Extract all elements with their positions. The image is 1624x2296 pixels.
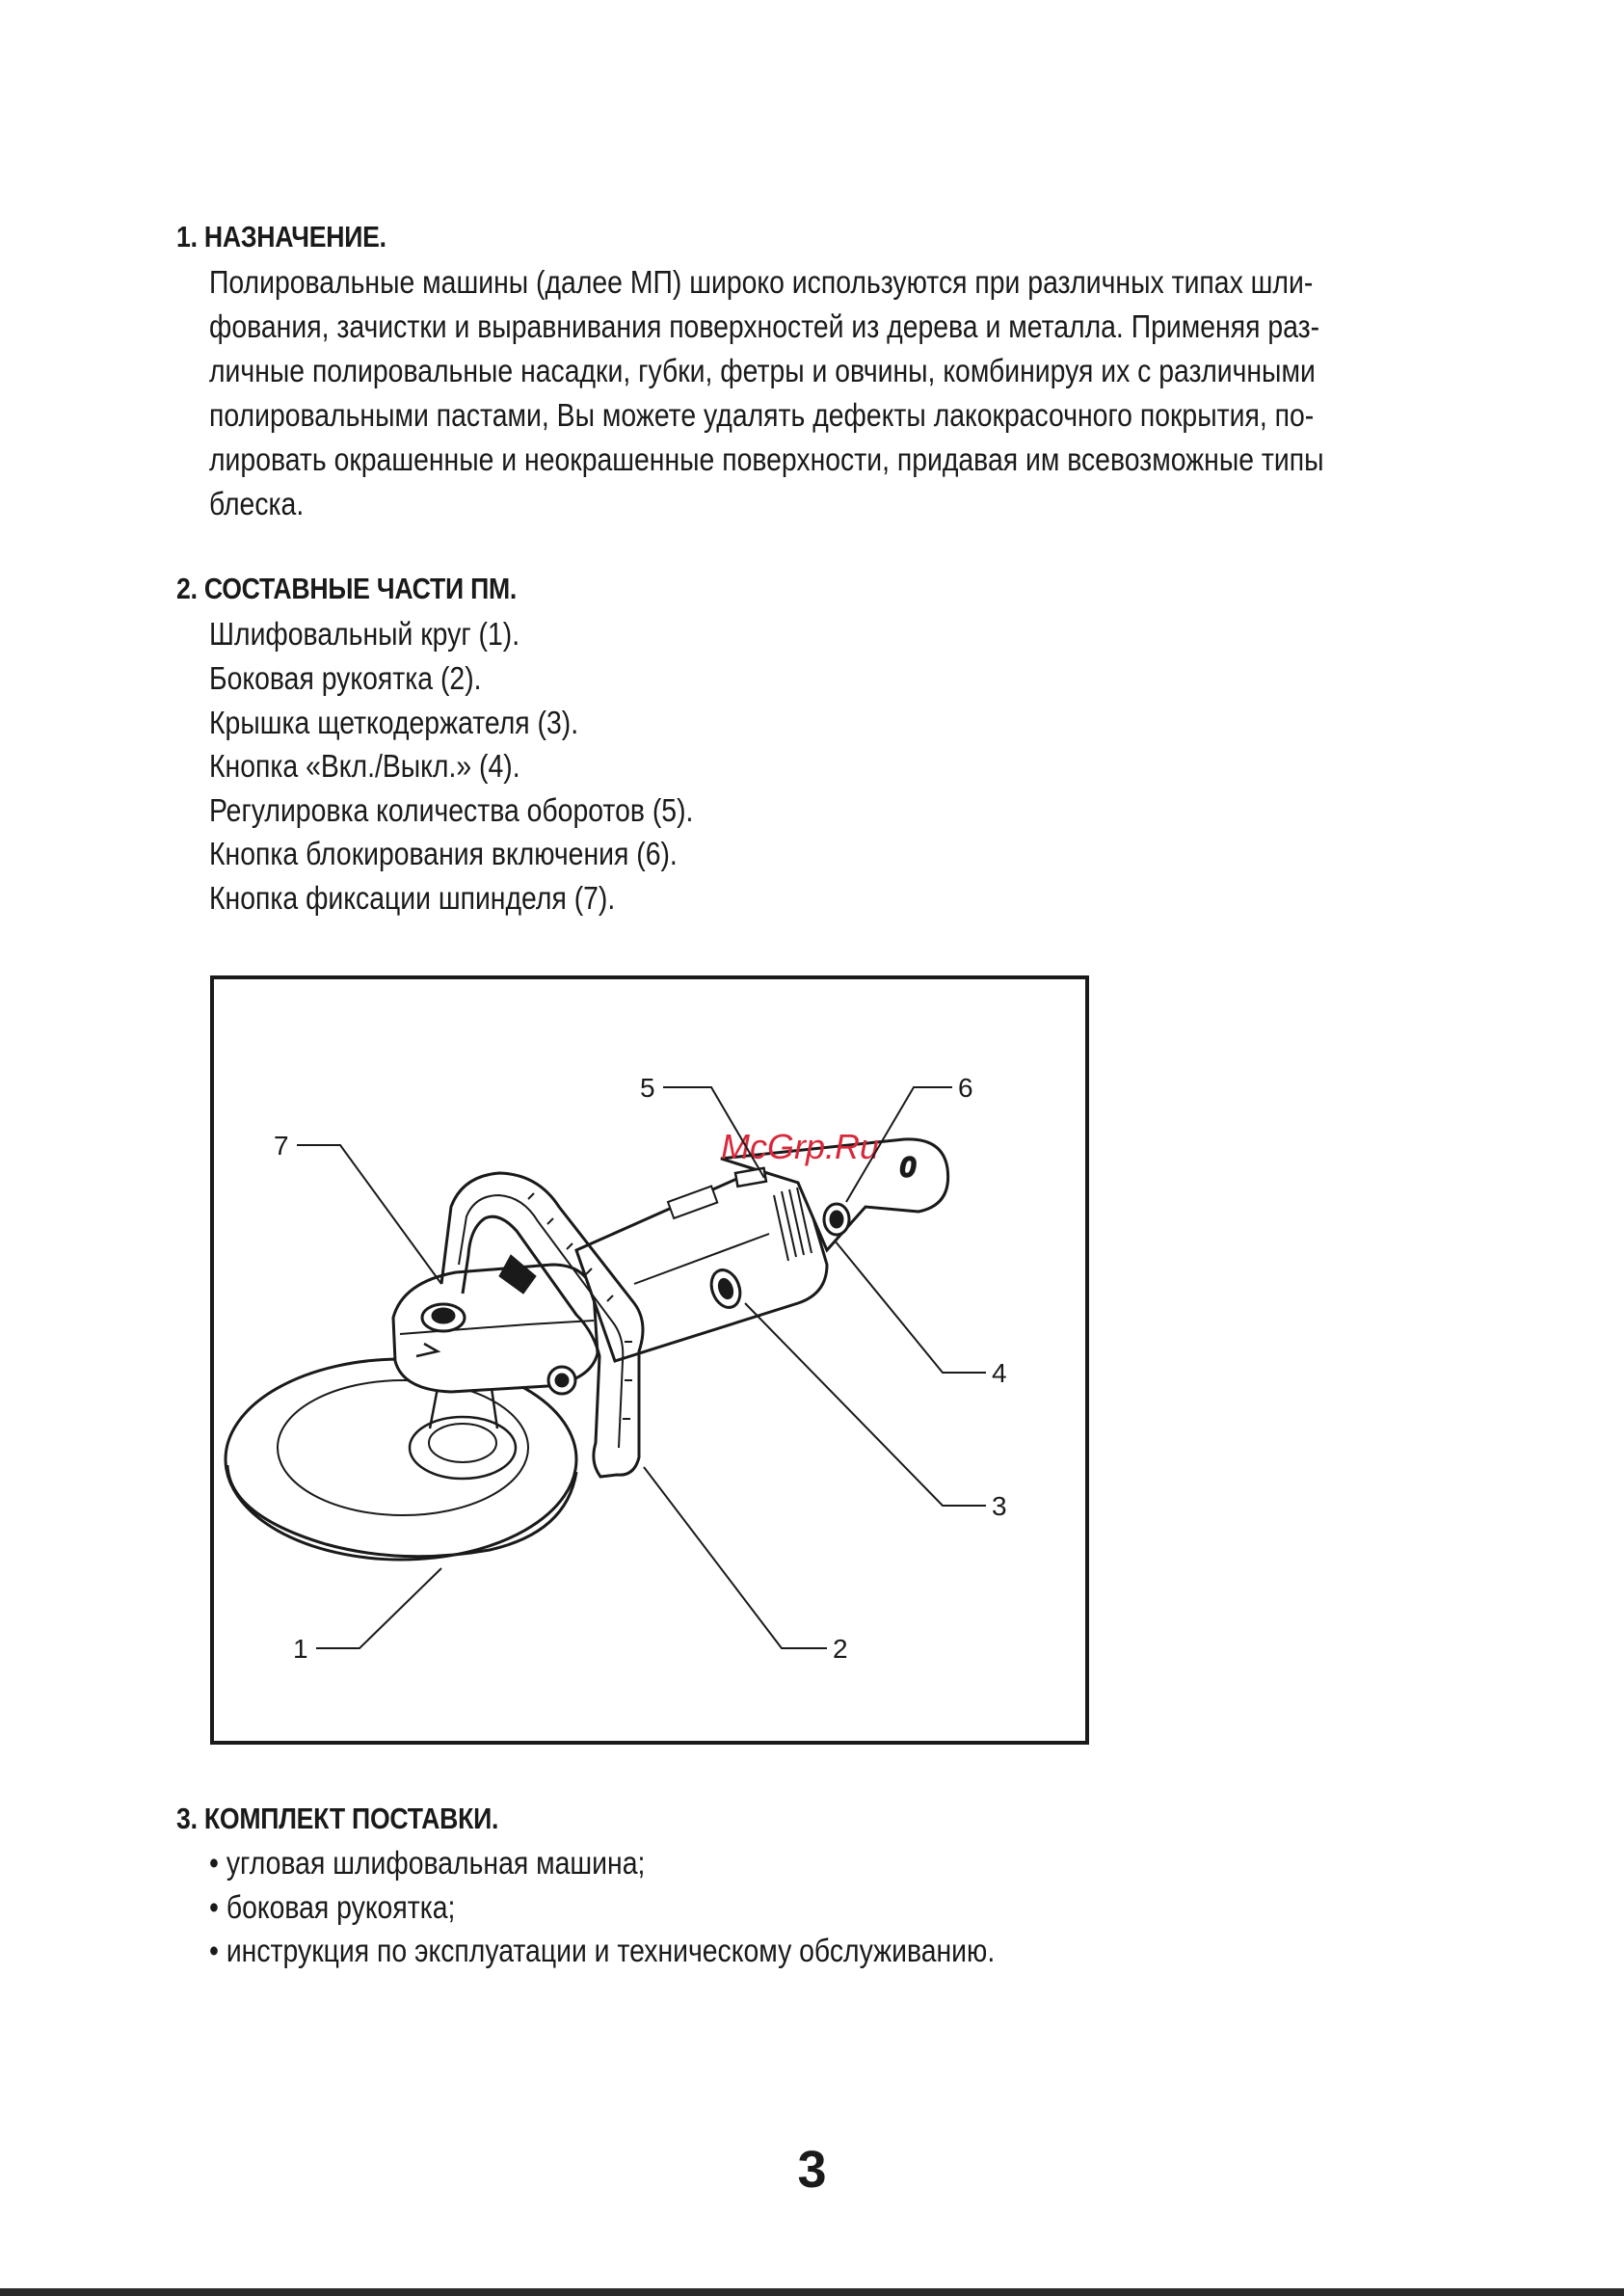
page-number: 3 xyxy=(797,2141,827,2199)
callout-label-1: 1 xyxy=(293,1634,308,1664)
package-item: • угловая шлифовальная машина; xyxy=(209,1845,646,1881)
parts-item: Боковая рукоятка (2). xyxy=(209,660,482,696)
callout-label-2: 2 xyxy=(833,1634,848,1664)
callout-label-6: 6 xyxy=(958,1073,973,1103)
parts-item: Кнопка фиксации шпинделя (7). xyxy=(209,880,616,916)
parts-item: Крышка щеткодержателя (3). xyxy=(209,705,579,740)
parts-item: Кнопка «Вкл./Выкл.» (4). xyxy=(209,748,520,784)
purpose-line: личные полировальные насадки, губки, фетры и овчины, комбинируя их с различными xyxy=(209,353,1316,388)
callout-label-5: 5 xyxy=(640,1073,655,1103)
parts-item: Шлифовальный круг (1). xyxy=(209,616,520,652)
callout-label-3: 3 xyxy=(992,1491,1007,1521)
bottom-rule xyxy=(0,2288,1624,2296)
polisher-diagram xyxy=(210,975,1089,1745)
callout-label-7: 7 xyxy=(274,1131,289,1161)
section-title-parts: 2. СОСТАВНЫЕ ЧАСТИ ПМ. xyxy=(176,572,518,605)
parts-item: Регулировка количества оборотов (5). xyxy=(209,792,694,828)
purpose-line: лировать окрашенные и неокрашенные поверхности, придавая им всевозможные типы xyxy=(209,441,1324,477)
purpose-line: полировальными пастами, Вы можете удалять дефекты лакокрасочного покрытия, по- xyxy=(209,397,1315,433)
section-title-package: 3. КОМПЛЕКТ ПОСТАВКИ. xyxy=(176,1802,499,1835)
parts-item: Кнопка блокирования включения (6). xyxy=(209,836,678,871)
purpose-line: Полировальные машины (далее МП) широко используются при различных типах шли- xyxy=(209,264,1314,300)
purpose-line: блеска. xyxy=(209,486,305,521)
polisher-diagram-svg xyxy=(210,975,1089,1745)
package-item: • инструкция по эксплуатации и техническому обслуживанию. xyxy=(209,1933,996,1968)
package-item: • боковая рукоятка; xyxy=(209,1889,456,1925)
tool-mark: 0 xyxy=(900,1152,916,1182)
section-title-purpose: 1. НАЗНАЧЕНИЕ. xyxy=(176,220,386,254)
watermark-text: McGrp.Ru xyxy=(721,1127,880,1166)
purpose-line: фования, зачистки и выравнивания поверхностей из дерева и металла. Применяя раз- xyxy=(209,308,1320,344)
callout-label-4: 4 xyxy=(992,1358,1007,1388)
